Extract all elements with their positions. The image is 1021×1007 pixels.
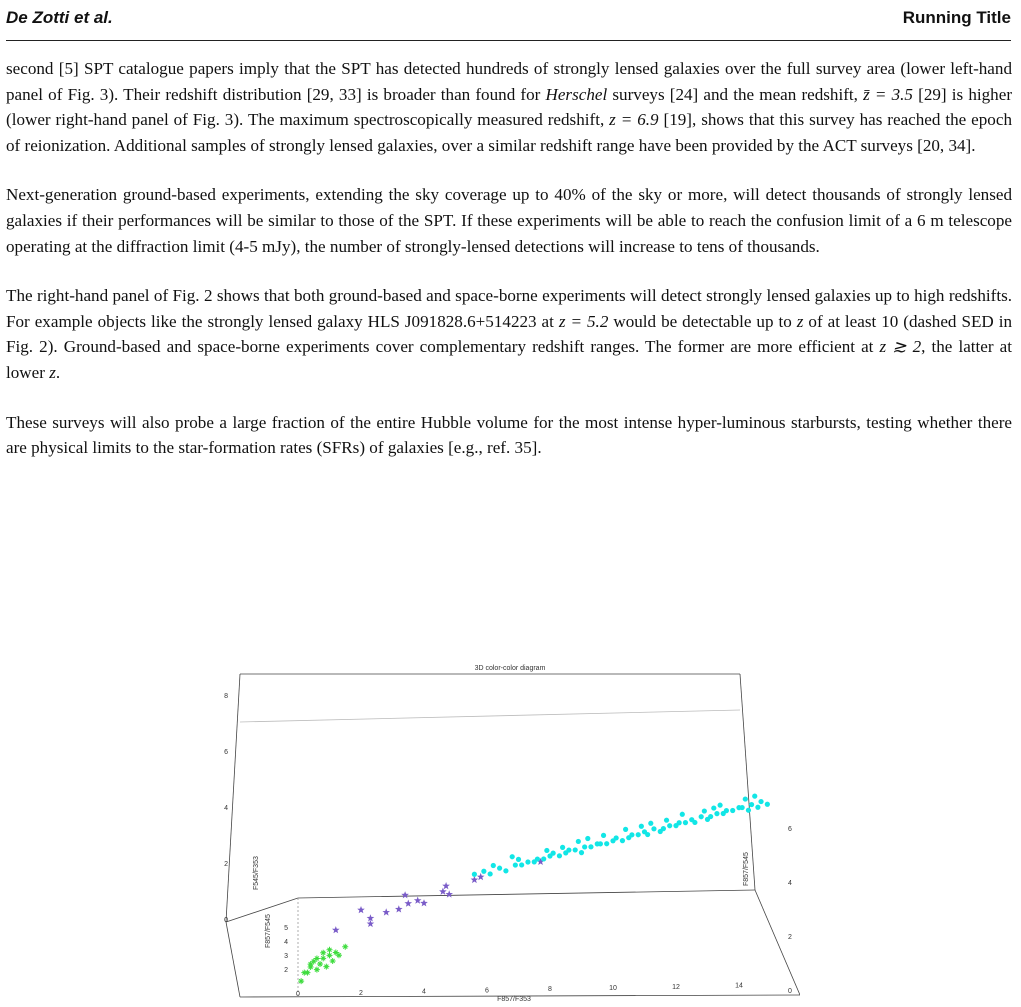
data-point-cyan — [588, 844, 593, 849]
z-axis-label: F857/F545 — [265, 914, 272, 948]
data-point-cyan — [519, 862, 524, 867]
data-point-purple-star — [445, 890, 453, 897]
data-point-purple-star — [382, 908, 390, 915]
data-point-cyan — [525, 859, 530, 864]
math-inline: z — [49, 362, 56, 382]
data-point-cyan — [702, 808, 707, 813]
data-point-cyan — [667, 823, 672, 828]
y-tick-label: 0 — [224, 917, 228, 924]
data-point-green-cross — [317, 961, 323, 967]
data-point-cyan — [743, 796, 748, 801]
math-inline: z ≳ 2 — [879, 337, 922, 357]
data-point-cyan — [636, 832, 641, 837]
data-point-cyan — [680, 812, 685, 817]
data-point-cyan — [491, 863, 496, 868]
data-point-green-cross — [320, 950, 326, 956]
x-tick-label: 10 — [609, 985, 617, 992]
data-point-cyan — [566, 847, 571, 852]
data-point-cyan — [651, 826, 656, 831]
data-point-cyan — [481, 869, 486, 874]
text-run: of at least 10 (dashed SED in Fig. 2). Ground-based and space-borne experiments cover complementary redshift ranges. The former are more efficient at — [6, 311, 1013, 357]
data-point-cyan — [503, 868, 508, 873]
x-tick-label: 4 — [422, 988, 426, 996]
z-tick-label: 2 — [284, 967, 288, 974]
data-point-purple-star — [395, 905, 403, 912]
box-frame — [226, 674, 800, 997]
data-point-cyan — [639, 824, 644, 829]
text-run: , the latter at lower — [6, 337, 1012, 382]
data-point-cyan — [573, 847, 578, 852]
data-point-green-cross — [342, 944, 348, 950]
z-tick-label: 3 — [284, 953, 288, 960]
data-point-green-cross — [327, 952, 333, 958]
data-point-cyan — [510, 854, 515, 859]
data-marks — [298, 794, 770, 985]
header-authors: De Zotti et al. — [6, 8, 113, 27]
data-point-cyan — [711, 805, 716, 810]
text-run: . — [55, 362, 61, 382]
data-point-cyan — [604, 841, 609, 846]
x-tick-label: 6 — [485, 987, 489, 995]
y-tick-label: 4 — [224, 805, 228, 812]
data-point-green-cross — [298, 978, 304, 984]
text-run: would be detectable up to — [608, 311, 797, 331]
data-point-cyan — [585, 836, 590, 841]
data-point-purple-star — [401, 891, 409, 898]
data-point-cyan — [648, 821, 653, 826]
text-run: second [5] SPT catalogue papers imply that the SPT has detected hundreds of strongly lensed galaxies over the full survey area (lower left-hand panel of Fig. 3). Their redshift distribution [29, 33] is broader than found for — [6, 59, 1012, 104]
data-point-cyan — [601, 833, 606, 838]
data-point-cyan — [488, 871, 493, 876]
data-point-purple-star — [367, 920, 375, 927]
paragraph-1 — [6, 56, 1012, 158]
data-point-cyan — [598, 841, 603, 846]
data-point-cyan — [664, 818, 669, 823]
x-tick-label: 14 — [735, 982, 743, 990]
axis-ticks — [224, 693, 792, 998]
data-point-cyan — [746, 808, 751, 813]
data-point-cyan — [749, 802, 754, 807]
data-point-cyan — [677, 820, 682, 825]
data-point-cyan — [645, 832, 650, 837]
data-point-cyan — [730, 808, 735, 813]
data-point-cyan — [541, 856, 546, 861]
x-tick-label: 8 — [548, 986, 552, 994]
data-point-purple-star — [442, 882, 450, 889]
data-point-cyan — [579, 850, 584, 855]
chart-svg — [220, 660, 800, 1002]
data-point-cyan — [516, 857, 521, 862]
data-point-cyan — [614, 835, 619, 840]
right-axis-label: F857/F545 — [743, 852, 750, 886]
data-point-cyan — [472, 872, 477, 877]
y-tick-label: 2 — [224, 861, 228, 868]
y-tick-label: 8 — [224, 693, 228, 700]
paragraph-2: Next-generation ground-based experiments, extending the sky coverage up to 40% of the sky or more, will detect thousands of strongly lensed galaxies if their performances will be similar to those of the SPT. If these experiments will be able to reach the confusion limit of a 6 m telescope operating at the diffraction limit (4-5 mJy), the number of strongly-lensed detections will increase to tens of thousands. — [6, 185, 1012, 256]
x-tick-label: 0 — [296, 991, 300, 998]
right-tick-label: 2 — [788, 934, 792, 941]
data-point-purple-star — [404, 900, 412, 907]
data-point-cyan — [661, 826, 666, 831]
data-point-cyan — [497, 866, 502, 871]
data-point-purple-star — [477, 873, 485, 880]
data-point-cyan — [551, 851, 556, 856]
chart-title: 3D color-color diagram — [474, 665, 546, 672]
data-point-cyan — [692, 820, 697, 825]
data-point-green-cross — [327, 947, 333, 953]
x-tick-label: 12 — [672, 983, 680, 991]
data-point-green-cross — [301, 970, 307, 976]
math-inline: z = 5.2 — [558, 311, 609, 331]
data-point-cyan — [620, 838, 625, 843]
data-point-cyan — [683, 820, 688, 825]
data-point-cyan — [557, 853, 562, 858]
data-point-cyan — [535, 856, 540, 861]
data-point-purple-star — [414, 897, 422, 904]
data-point-cyan — [755, 805, 760, 810]
figure-3d-color-color — [220, 660, 800, 1002]
text-run: [19], shows that this survey has reached the epoch of reionization. Additional samples of strongly lensed galaxies, over a similar redshift range have been provided by the ACT surveys [20, 34]. — [6, 110, 1012, 155]
z-tick-label: 5 — [284, 925, 288, 932]
data-point-cyan — [724, 808, 729, 813]
y-tick-label: 6 — [224, 749, 228, 756]
data-point-cyan — [699, 814, 704, 819]
data-point-cyan — [714, 811, 719, 816]
data-point-green-cross — [330, 958, 336, 964]
data-point-cyan — [560, 845, 565, 850]
data-point-purple-star — [332, 926, 340, 933]
data-point-cyan — [629, 832, 634, 837]
text-run: The right-hand panel of Fig. 2 shows that both ground-based and space-borne experiments will detect strongly lensed galaxies up to high redshifts. For example objects like the strongly lensed galaxy HLS J091828.6+514223 at — [6, 286, 1012, 331]
math-inline: z — [796, 311, 804, 331]
running-header — [6, 0, 1011, 41]
right-tick-label: 0 — [788, 988, 792, 995]
data-point-cyan — [752, 794, 757, 799]
data-point-purple-star — [471, 876, 479, 883]
right-tick-label: 4 — [788, 880, 792, 887]
data-point-purple-star — [420, 899, 428, 906]
paragraph-3 — [6, 283, 1012, 385]
data-point-green-cross — [320, 955, 326, 961]
data-point-cyan — [623, 827, 628, 832]
data-point-cyan — [582, 844, 587, 849]
data-point-cyan — [576, 839, 581, 844]
data-point-cyan — [718, 803, 723, 808]
text-run: [29] is higher (lower right-hand panel of Fig. 3). The maximum spectroscopically measured redshift, — [6, 84, 1013, 130]
header-running-title: Running Title — [902, 8, 1011, 27]
data-point-cyan — [758, 799, 763, 804]
text-run: surveys [24] and the mean redshift, — [607, 84, 864, 104]
data-point-green-cross — [314, 967, 320, 973]
data-point-green-cross — [323, 964, 329, 970]
y-axis-label: F545/F353 — [253, 856, 260, 890]
data-point-cyan — [544, 848, 549, 853]
data-point-cyan — [765, 802, 770, 807]
data-point-cyan — [513, 862, 518, 867]
body-text — [6, 56, 1012, 485]
math-inline: z = 6.9 — [609, 110, 659, 130]
data-point-purple-star — [357, 906, 365, 913]
paragraph-4: These surveys will also probe a large fraction of the entire Hubble volume for the most intense hyper-luminous starbursts, testing whether there are physical limits to the star-formation rates (SFRs) of galaxies [e.g., ref. 35]. — [6, 412, 1012, 458]
z-tick-label: 4 — [284, 939, 288, 946]
data-point-cyan — [708, 814, 713, 819]
x-axis-label: F857/F353 — [497, 996, 531, 1002]
x-tick-label: 2 — [359, 989, 363, 997]
math-inline: z̄ = 3.5 — [863, 84, 913, 104]
data-point-cyan — [740, 805, 745, 810]
text-italic: Herschel — [545, 84, 608, 104]
right-tick-label: 6 — [788, 826, 792, 833]
data-point-purple-star — [439, 888, 447, 895]
